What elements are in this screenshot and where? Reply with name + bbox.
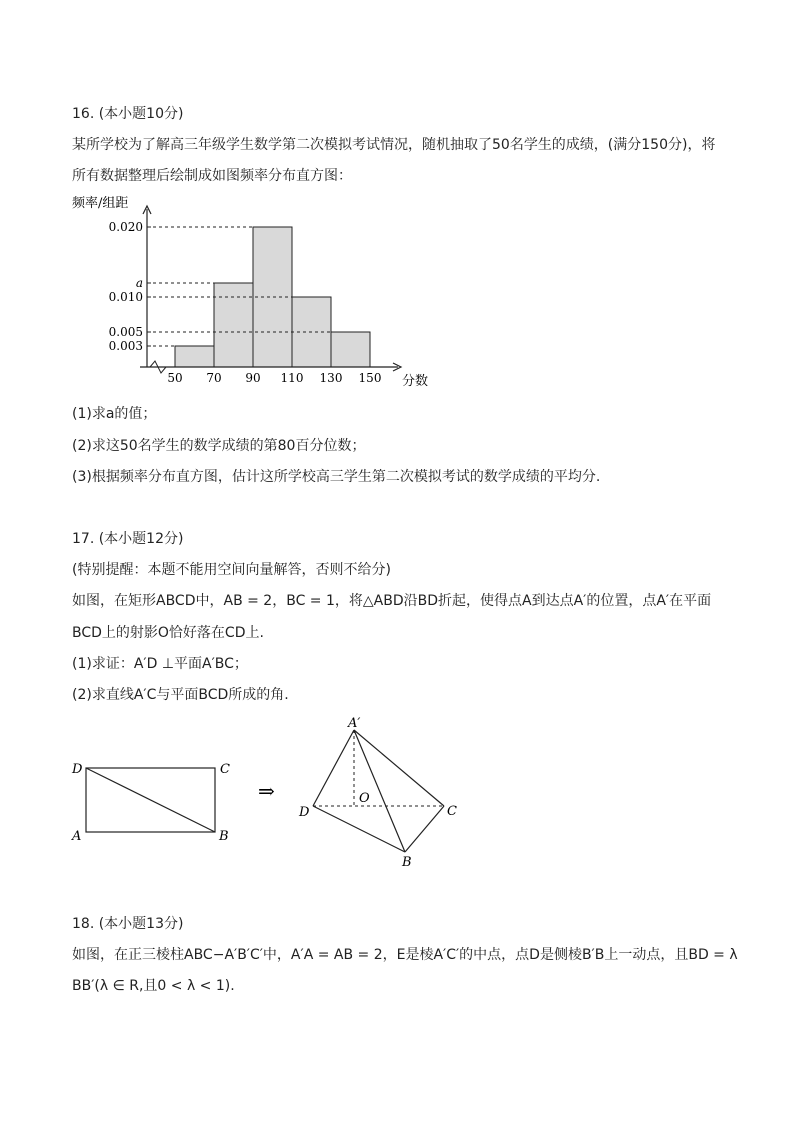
q17-part2: (2)求直线A′C与平面BCD所成的角.: [72, 687, 289, 703]
y-tick-label: 0.003: [108, 339, 143, 353]
label-o: O: [359, 791, 370, 806]
q16-part3: (3)根据频率分布直方图，估计这所学校高三学生第二次模拟考试的数学成绩的平均分.: [72, 469, 601, 485]
x-tick-label: 50: [167, 371, 183, 385]
edge-a-d: [313, 730, 354, 806]
label-a-rect: A: [72, 829, 82, 844]
histogram-chart: [60, 190, 460, 395]
q18-line2: BB′(λ ∈ R,且0 < λ < 1).: [72, 978, 235, 994]
q16-part2: (2)求这50名学生的数学成绩的第80百分位数；: [72, 438, 366, 454]
q18-header: 18. (本小题13分): [72, 916, 184, 932]
q17-line2: BCD上的射影O恰好落在CD上.: [72, 625, 264, 641]
implies-arrow: ⇒: [258, 779, 275, 803]
y-tick-label: 0.005: [108, 325, 143, 339]
label-d-solid: D: [299, 805, 310, 820]
q16-intro-line1: 某所学校为了解高三年级学生数学第二次模拟考试情况，随机抽取了50名学生的成绩，(满分150分)，将: [72, 137, 716, 153]
x-tick-label: 130: [319, 371, 343, 385]
histogram-bar: [214, 283, 253, 367]
y-tick-label: 0.020: [108, 220, 143, 234]
x-tick-label: 70: [206, 371, 222, 385]
q18-line1: 如图，在正三棱柱ABC−A′B′C′中，A′A = AB = 2，E是棱A′C′的中点，点D是侧棱B′B上一动点，且BD = λ: [72, 947, 738, 963]
label-a-prime: A′: [348, 716, 361, 731]
label-c-rect: C: [220, 762, 230, 777]
x-tick-label: 110: [280, 371, 304, 385]
q17-note: (特别提醒：本题不能用空间向量解答，否则不给分): [72, 562, 391, 578]
edge-d-b: [313, 806, 405, 852]
label-d-rect: D: [72, 762, 83, 777]
histogram-bar: [331, 332, 370, 367]
q16-intro-line2: 所有数据整理后绘制成如图频率分布直方图：: [72, 168, 352, 184]
edge-c-b: [405, 806, 444, 852]
q17-part1: (1)求证：A′D ⊥平面A′BC；: [72, 656, 248, 672]
label-c-solid: C: [447, 804, 457, 819]
y-tick-label: 0.010: [108, 290, 143, 304]
q16-part1: (1)求a的值；: [72, 406, 157, 422]
y-axis-label: 频率/组距: [72, 196, 129, 211]
y-tick-label: a: [135, 276, 143, 290]
label-b-solid: B: [402, 855, 412, 870]
histogram-bar: [175, 346, 214, 367]
x-tick-label: 150: [358, 371, 382, 385]
folding-figure: [60, 710, 480, 875]
label-b-rect: B: [219, 829, 229, 844]
q17-line1: 如图，在矩形ABCD中，AB = 2，BC = 1，将△ABD沿BD折起，使得点A到达点A′的位置，点A′在平面: [72, 593, 712, 609]
q16-header: 16. (本小题10分): [72, 106, 184, 122]
q17-header: 17. (本小题12分): [72, 531, 184, 547]
x-axis-label: 分数: [402, 374, 429, 389]
x-tick-label: 90: [245, 371, 261, 385]
diagonal-db: [86, 768, 215, 832]
